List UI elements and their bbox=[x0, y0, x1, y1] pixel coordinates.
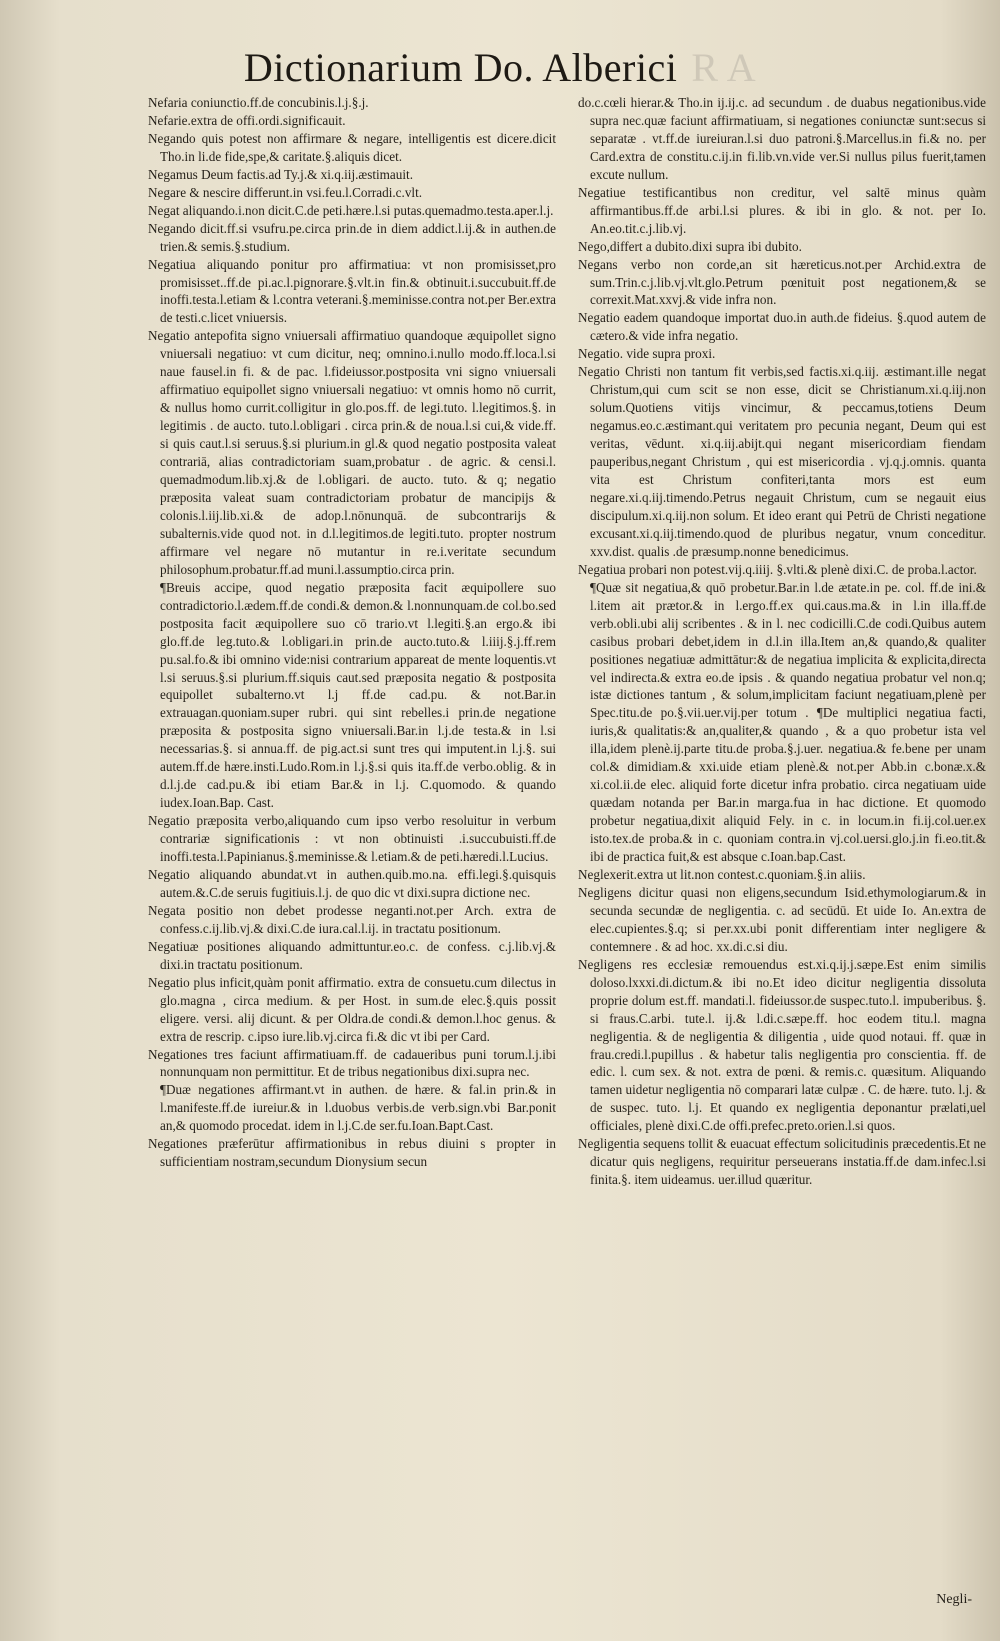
running-title-main: Dictionarium Do. Alberici bbox=[243, 45, 678, 90]
dictionary-entry: ¶Quæ sit negatiua,& quō probetur.Bar.in l.de ætate.in pe. col. ff.de ini.& l.item ait prætor.& in l.ergo.ff.ex qui.caus.ma.& in l.in illa.ff.de verb.obli.ubi alij scribentes . & in l. nec codicilli.C.de codi.Quibus autem casibus probari debet,idem in d.l.in illa.Item an,& quando,& qualiter positiones negatiuæ admittātur:& de negatiua implicita & explicita,directa vel indirecta.& extra eo.de ipsis . & quando negatiua probatur vel non.q; istæ dictiones tantum , & solum,implicitam faciunt negatiuam,plenè per Spec.titu.de po.§.vii.uer.vij.per totum . ¶De multiplici negatiua facti, iuris,& qualitatis:& an,qualiter,& quando , & a quo probetur ista vel illa,idem plenè.ij.parte titu.de proba.§.j.uer. negatiua.& fe.bene per unam col.& dimidiam.& xxi.uide etiam plenè.& not.per Abb.in c.bonæ.x.& xi.col.ii.de elec. aliquid forte dicetur infra probatio. circa negatiuam uide quædam notanda per Bar.in marga.fua in hac dictione. Et quomodo probetur negatiua,dixit aliquid Fely. in c. in locum.in fi.ij.col.uer.ex isto.tex.de proba.& in c. quoniam contra.in vj.col.uersi.glo.j.in fi.eo.tit.& ibi de practica fuit,& est absque c.Ioan.bap.Cast. bbox=[590, 579, 986, 865]
dictionary-entry: Negans verbo non corde,an sit hæreticus.not.per Archid.extra de sum.Trin.c.j.lib.vj.vlt.glo.Petrum pœnituit post negationem,& se correxit.Mat.xxvj.& vide infra non. bbox=[578, 256, 986, 308]
dictionary-entry: Negare & nescire differunt.in vsi.feu.l.Corradi.c.vlt. bbox=[148, 184, 423, 200]
dictionary-entry: Negata positio non debet prodesse neganti.not.per Arch. extra de confess.c.ij.lib.vj.& dixi.C.de iura.cal.l.ij. in tractatu positionum. bbox=[148, 902, 556, 936]
dictionary-entry: Negatiue testificantibus non creditur, vel saltē minus quàm affirmantibus.ff.de arbi.l.si plures. & ibi in glo. & not. per Io. An.eo.tit.c.j.lib.vj. bbox=[578, 184, 986, 236]
dictionary-entry: Nefaria coniunctio.ff.de concubinis.l.j.§.j. bbox=[148, 95, 369, 110]
dictionary-entry: Negligens dicitur quasi non eligens,secundum Isid.ethymologiarum.& in secunda secundæ de negligentia. c. ad secūdū. Et uide Io. An.extra de elec.cupientes.§.q; si per.xx.ubi ponit differentiam inter negligere & contemnere . & ad hoc. xx.di.c.si diu. bbox=[578, 884, 986, 954]
dictionary-entry: Negationes præferūtur affirmationibus in rebus diuini s propter in sufficientiam nostram,secundum Dionysium secun bbox=[148, 1136, 556, 1170]
dictionary-entry: Negatio præposita verbo,aliquando cum ipso verbo resoluitur in verbum contrariæ significationis : vt non obtinuisti .i.succubuisti.ff.de inoffi.testa.l.Papinianus.§.meminisse.& l.etiam.& de peti.hæredi.l.Lucius. bbox=[148, 813, 556, 865]
dictionary-entry: Negando quis potest non affirmare & negare, intelligentis est dicere.dicit Tho.in li.de fide,spe,& caritate.§.aliquis dicet. bbox=[148, 130, 556, 164]
dictionary-entry: Negatio aliquando abundat.vt in authen.quib.mo.na. effi.legi.§.quisquis autem.&.C.de seruis fugitiuis.l.j. de quo dic vt dixi.supra dictione nec. bbox=[148, 866, 556, 900]
dictionary-entry: Negatio. vide supra proxi. bbox=[578, 346, 716, 362]
left-column bbox=[148, 94, 556, 1171]
dictionary-entry: Nefarie.extra de offi.ordi.significauit. bbox=[148, 112, 346, 128]
dictionary-entry: Negat aliquando.i.non dicit.C.de peti.hære.l.si putas.quemadmo.testa.aper.l.j. bbox=[148, 202, 554, 218]
dictionary-entry: Negationes tres faciunt affirmatiuam.ff. de cadaueribus puni torum.l.j.ibi nonnunquam non permittitur. Et de tribus negationibus dixi.supra nec. bbox=[148, 1046, 556, 1080]
running-title bbox=[0, 44, 1000, 91]
dictionary-entry: ¶Duæ negationes affirmant.vt in authen. de hære. & fal.in prin.& in l.manifeste.ff.de iureiur.& in l.duobus verbis.de verb.sign.vbi Bar.ponit an,& quomodo procedat. idem in l.j.C.de ser.fu.Ioan.Bapt.Cast. bbox=[160, 1082, 556, 1134]
dictionary-entry: Negatio eadem quandoque importat duo.in auth.de fideius. §.quod autem de cætero.& vide infra negatio. bbox=[578, 310, 986, 344]
dictionary-entry: Neglexerit.extra ut lit.non contest.c.quoniam.§.in aliis. bbox=[578, 866, 866, 882]
dictionary-entry: ¶Breuis accipe, quod negatio præposita facit æquipollere suo contradictorio.l.ædem.ff.de condi.& demon.& l.nonnunquam.de col.bo.sed postposita facit æquipollere suo cō trario.vt l.legiti.§.an ergo.& ibi glo.ff.de leg.tuto.& l.obligari.in prin.de aucto.tuto.& l.iiij.§.j.ff.rem pu.sal.fo.& ibi omnino vide:nisi contrarium appareat de mente loquentis.vt l.si seruus.§.si plurium.ff.siquis caut.sed præposita negatio & postposita equipollet subalterno.vt l.j ff.de cad.pu. & not.Bar.in extrauagan.quoniam.super rubri. qui sint rebelles.i prin.de negatione præposita & postposita signo vniuersali.Bar.in l.j.de testa.& in l.si necessarias.§. si annua.ff. de pig.act.si sunt tres qui imputent.in l.j.§. sui autem.ff.de hære.insti.Ludo.Rom.in l.j.§.si quis ita.ff.de verbo.oblig. & in d.l.j.de cad.pu.& ibi etiam Bar.& in l.j. C.quomodo. & quando iudex.Ioan.Bap. Cast. bbox=[160, 579, 556, 811]
dictionary-entry: Negligens res ecclesiæ remouendus est.xi.q.ij.j.sæpe.Est enim similis doloso.lxxxi.di.dictum.& ibi no.Et ideo dicitur negligentia dissoluta proprie dolum est.ff. mandati.l. fideiussor.de suspec.tuto.l. impuberibus. §. si fraus.C.arbi. tute.l. ij.& l.di.c.sæpe.ff. hoc eodem titu.l. magna negligentia. & de negligentia & diligentia , uide quod notaui. ff. quæ in frau.credi.l.pupillus . & habetur talis negligentia pro conscientia. ff. de edic. l. cum sex. & not. extra de pœni. & remis.c. quæsitum. Aliquando tamen uidetur negligentia nō comparari latæ culpæ . C. de hære. tuto. l.j. & de suspec. tuto. l.j. Et quando ex negligentia deponantur prælati,uel officiales, plenè dixi.C.de offi.prefec.preto.orien.l.si quos. bbox=[578, 956, 986, 1134]
catchword: Negli- bbox=[936, 1592, 972, 1607]
dictionary-entry: do.c.cœli hierar.& Tho.in ij.ij.c. ad secundum . de duabus negationibus.vide supra nec.quæ faciunt affirmatiuam, si negationes coniunctæ sunt:secus si separatæ . vt.ff.de iureiuran.l.si duo patroni.§.Marcellus.in fi.& no. per Card.extra de constitu.c.ij.in fi.lib.vn.vide ver.Si nullus pilus fuerit,tamen excute nullum. bbox=[578, 95, 986, 182]
dictionary-entry: Negatio Christi non tantum fit verbis,sed factis.xi.q.iij. æstimant.ille negat Christum,qui cum scit se non esse, dicit se Christianum.xi.q.iij.non solum.Quotiens vitijs vincimur, & peccamus,totiens Deum negamus.eo.c.æstimant.qui veritatem pro pecunia negant, Deum qui est veritas, vēdunt. xi.q.iij.abijt.qui negant misericordiam fiendam pauperibus,negant Christum , qui est misericordia . vj.q.j.omnis. quanta vita est Christum confiteri,tanta mors est eum negare.xi.q.iij.timendo.Petrus negauit Christum, cum se negauit eius discipulum.xi.q.iij.non solum. Et ideo erant qui Petrū de Christi negatione excusant.xi.q.iij.timendo.quod de pluribus negatur, vnum conceditur. xxv.dist. qualis .de præsump.nonne benedicimus. bbox=[578, 364, 986, 559]
dictionary-entry: Negatiua probari non potest.vij.q.iiij. §.vlti.& plenè dixi.C. de proba.l.actor. bbox=[578, 561, 977, 577]
dictionary-entry: Negamus Deum factis.ad Ty.j.& xi.q.iij.æstimauit. bbox=[148, 166, 413, 182]
dictionary-entry: Nego,differt a dubito.dixi supra ibi dubito. bbox=[578, 238, 802, 254]
dictionary-entry: Negatio plus inficit,quàm ponit affirmatio. extra de consuetu.cum dilectus in glo.magna , circa medium. & per Host. in sum.de elec.§.quis possit eligere. versi. alij dicunt. & per Oldra.de condi.& demon.l.hoc genus. & extra de rescrip. c.ipso iure.lib.vj.circa fi.& dic vt ibi per Card. bbox=[148, 974, 556, 1044]
running-title-bleed: R A bbox=[691, 45, 757, 90]
dictionary-entry: Negatio antepofita signo vniuersali affirmatiuo quandoque æquipollet signo vniuersali negatiuo: vt cum dicitur, neq; omnino.i.nullo modo.ff.loca.l.si naue fausel.in fi. & de pac. l.fideiussor.postposita vni signo vniuersali affirmatiuo equipollet signo vniuersali negatiuo: vt omnis homo nō currit, & nullus homo currit.colligitur in glo.pos.ff. de legi.tuto. l.legitimos.§. in legitimis . de aucto. tuto.l.obligari . circa prin.& de noua.l.si cui,& vide.ff. si quis caut.l.si seruus.§.si plurium.in gl.& quod negatio postposita valeat contrariā, alias contradictoriam suam,probatur . de agric. & censi.l. quemadmodum.lib.xj.& de l.obligari. de aucto. tuto. & q; negatio præposita valeat suam contradictoriam probatur de mancipijs & colonis.l.iij.lib.xi.& de adop.l.nōnunquā. de subcontrarijs & subalternis.vide quod not. in d.l.legitimos.de legiti.tuto. propter nostrum affirmare vel negare nō mutantur in re.i.veritate secundum philosophum.probatur.ff.ad muni.l.assumptio.circa prin. bbox=[148, 328, 556, 577]
dictionary-entry: Negando dicit.ff.si vsufru.pe.circa prin.de in diem addict.l.ij.& in authen.de trien.& semis.§.studium. bbox=[148, 220, 556, 254]
dictionary-entry: Negligentia sequens tollit & euacuat effectum solicitudinis præcedentis.Et ne dicatur quis negligens, requiritur perseuerans instatia.ff.de dam.infec.l.si finita.§. item uideamus. uer.illud quæritur. bbox=[578, 1136, 986, 1188]
dictionary-entry: Negatiua aliquando ponitur pro affirmatiua: vt non promisisset,pro promisisset..ff.de pi.ac.l.pignorare.§.vlt.in fin.& obtinuit.i.succubuit.ff.de inoffi.testa.l.etiam & l.contra veterani.§.meminisse.contra not.per Ber.extra de testi.c.licet vniuersis. bbox=[148, 256, 556, 326]
dictionary-entry: Negatiuæ positiones aliquando admittuntur.eo.c. de confess. c.j.lib.vj.& dixi.in tractatu positionum. bbox=[148, 938, 556, 972]
right-column bbox=[578, 94, 986, 1189]
